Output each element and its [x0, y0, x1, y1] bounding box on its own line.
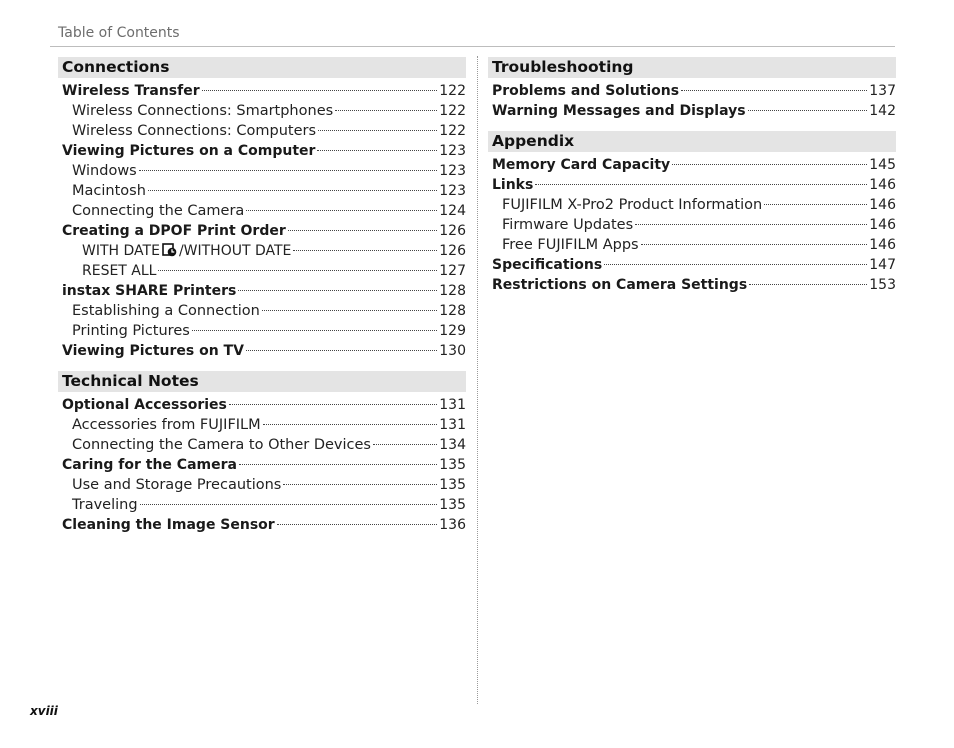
toc-section-troubleshooting: [488, 57, 896, 121]
dot-leader: [277, 524, 438, 525]
toc-entry-label: Use and Storage Precautions: [72, 477, 282, 493]
toc-section-connections: [58, 57, 466, 361]
section-heading: Connections: [58, 57, 466, 78]
toc-page-number: 124: [439, 203, 466, 219]
toc-entry[interactable]: [58, 241, 466, 261]
toc-entry-label: Free FUJIFILM Apps: [502, 237, 639, 253]
toc-entry-label: Macintosh: [72, 183, 146, 199]
toc-entry[interactable]: [58, 281, 466, 301]
dot-leader: [535, 184, 867, 185]
dot-leader: [283, 484, 437, 485]
toc-page-number: 146: [869, 197, 896, 213]
toc-column-left: [58, 57, 466, 545]
toc-page-number: 128: [439, 303, 466, 319]
dot-leader: [749, 284, 867, 285]
dot-leader: [263, 424, 438, 425]
toc-entry[interactable]: [58, 495, 466, 515]
toc-page-number: 134: [439, 437, 466, 453]
dot-leader: [318, 130, 437, 131]
toc-entry-label: Warning Messages and Displays: [492, 103, 746, 119]
dot-leader: [764, 204, 867, 205]
section-heading: Appendix: [488, 131, 896, 152]
dot-leader: [192, 330, 437, 331]
dot-leader: [641, 244, 868, 245]
toc-entry-label: Caring for the Camera: [62, 457, 237, 473]
date-stamp-icon: [162, 243, 177, 257]
toc-page-number: 122: [439, 83, 466, 99]
toc-entry[interactable]: [488, 275, 896, 295]
dot-leader: [672, 164, 867, 165]
toc-page-number: 122: [439, 123, 466, 139]
toc-entry[interactable]: [58, 321, 466, 341]
toc-entry-label: Cleaning the Image Sensor: [62, 517, 275, 533]
toc-page-number: 129: [439, 323, 466, 339]
toc-page-number: 131: [439, 417, 466, 433]
toc-entry-label: Restrictions on Camera Settings: [492, 277, 748, 293]
dot-leader: [239, 464, 437, 465]
toc-page-number: 142: [869, 103, 896, 119]
dot-leader: [238, 290, 437, 291]
header-rule: [50, 46, 895, 47]
toc-entry[interactable]: [58, 201, 466, 221]
toc-entry[interactable]: [58, 301, 466, 321]
toc-entry[interactable]: [58, 161, 466, 181]
toc-page-number: 123: [439, 143, 466, 159]
toc-entry-label: Specifications: [492, 257, 603, 273]
toc-entry[interactable]: [58, 435, 466, 455]
dot-leader: [748, 110, 868, 111]
toc-entry[interactable]: [488, 101, 896, 121]
toc-page-number: 153: [869, 277, 896, 293]
toc-page-number: 135: [439, 497, 466, 513]
dot-leader: [317, 150, 437, 151]
toc-entry-label: Links: [492, 177, 534, 193]
dot-leader: [148, 190, 437, 191]
toc-entry-label: Viewing Pictures on TV: [62, 343, 244, 359]
toc-entry[interactable]: [488, 195, 896, 215]
dot-leader: [202, 90, 438, 91]
dot-leader: [139, 170, 438, 171]
toc-entry-label: Windows: [72, 163, 137, 179]
toc-entry-label: instax SHARE Printers: [62, 283, 237, 299]
dot-leader: [293, 250, 437, 251]
dot-leader: [604, 264, 867, 265]
toc-page-number: 123: [439, 163, 466, 179]
toc-page-number: 127: [439, 263, 466, 279]
toc-entry[interactable]: [58, 395, 466, 415]
column-divider: [477, 56, 478, 704]
toc-column-right: [488, 57, 896, 305]
toc-entry[interactable]: [58, 341, 466, 361]
dot-leader: [335, 110, 437, 111]
toc-page-number: 128: [439, 283, 466, 299]
toc-page-number: 123: [439, 183, 466, 199]
toc-entry-label: Traveling: [72, 497, 138, 513]
toc-entry[interactable]: [58, 221, 466, 241]
toc-entry[interactable]: [488, 155, 896, 175]
toc-entry[interactable]: [58, 415, 466, 435]
toc-entry[interactable]: [488, 235, 896, 255]
toc-entry[interactable]: [488, 175, 896, 195]
toc-page-number: 126: [439, 243, 466, 259]
dot-leader: [635, 224, 867, 225]
toc-entry[interactable]: [58, 475, 466, 495]
toc-entry[interactable]: [58, 455, 466, 475]
section-heading: Technical Notes: [58, 371, 466, 392]
running-head: Table of Contents: [58, 25, 180, 41]
toc-entry[interactable]: [58, 121, 466, 141]
toc-entry-label-part: /WITHOUT DATE: [178, 243, 292, 259]
dot-leader: [229, 404, 437, 405]
toc-section-appendix: [488, 131, 896, 295]
toc-section-technical-notes: [58, 371, 466, 535]
toc-page-number: 146: [869, 177, 896, 193]
dot-leader: [262, 310, 437, 311]
toc-page-number: 137: [869, 83, 896, 99]
toc-entry-label: Printing Pictures: [72, 323, 190, 339]
toc-page-number: 126: [439, 223, 466, 239]
toc-entry-label: Creating a DPOF Print Order: [62, 223, 286, 239]
toc-entry-label: Connecting the Camera to Other Devices: [72, 437, 371, 453]
toc-page-number: 145: [869, 157, 896, 173]
section-heading: Troubleshooting: [488, 57, 896, 78]
toc-entry-label: Accessories from FUJIFILM: [72, 417, 261, 433]
toc-entry[interactable]: [488, 81, 896, 101]
toc-entry-label: Viewing Pictures on a Computer: [62, 143, 316, 159]
toc-entry-label: Establishing a Connection: [72, 303, 260, 319]
dot-leader: [681, 90, 867, 91]
toc-page-number: 135: [439, 457, 466, 473]
toc-entry[interactable]: [58, 101, 466, 121]
dot-leader: [373, 444, 437, 445]
dot-leader: [288, 230, 438, 231]
toc-page-number: 146: [869, 217, 896, 233]
dot-leader: [158, 270, 437, 271]
toc-page-number: 136: [439, 517, 466, 533]
toc-entry-label: [82, 241, 291, 261]
toc-entry[interactable]: [58, 181, 466, 201]
toc-entry-label: FUJIFILM X-Pro2 Product Information: [502, 197, 763, 213]
toc-entry-label: Wireless Connections: Smartphones: [72, 103, 334, 119]
toc-page-number: 122: [439, 103, 466, 119]
dot-leader: [246, 210, 437, 211]
toc-entry-label-part: WITH DATE: [82, 243, 160, 259]
toc-entry-label: Optional Accessories: [62, 397, 227, 413]
toc-entry[interactable]: [58, 261, 466, 281]
toc-entry[interactable]: [58, 515, 466, 535]
toc-page-number: 147: [869, 257, 896, 273]
toc-entry[interactable]: [58, 141, 466, 161]
toc-entry-label: Connecting the Camera: [72, 203, 245, 219]
dot-leader: [246, 350, 437, 351]
dot-leader: [140, 504, 438, 505]
toc-entry-label: Memory Card Capacity: [492, 157, 671, 173]
toc-page-number: 131: [439, 397, 466, 413]
toc-entry-label: RESET ALL: [82, 263, 157, 279]
toc-entry-label: Problems and Solutions: [492, 83, 680, 99]
toc-page-number: 135: [439, 477, 466, 493]
toc-entry[interactable]: [488, 215, 896, 235]
page-number: xviii: [30, 704, 58, 718]
toc-page-number: 130: [439, 343, 466, 359]
toc-entry-label: Firmware Updates: [502, 217, 634, 233]
toc-entry-label: Wireless Transfer: [62, 83, 200, 99]
toc-page-number: 146: [869, 237, 896, 253]
toc-entry[interactable]: [58, 81, 466, 101]
toc-entry[interactable]: [488, 255, 896, 275]
toc-entry-label: Wireless Connections: Computers: [72, 123, 317, 139]
